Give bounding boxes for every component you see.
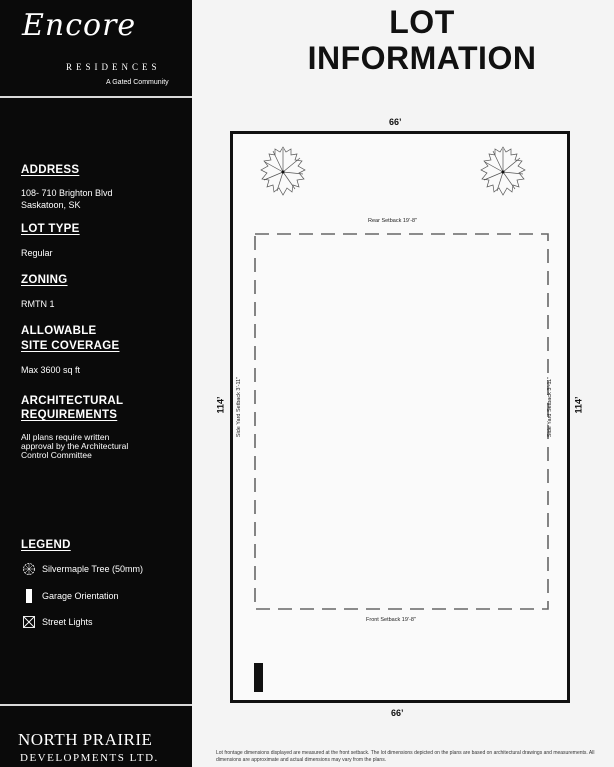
disclaimer: Lot frontage dimensions displayed are measured at the front setback. The lot dimensions depicted on the plans are based on architectural drawings and measurements. All dimensions are approximate and actual dimensions may vary from the plans. (216, 750, 595, 763)
brand-tagline: A Gated Community (106, 79, 169, 86)
page-title (287, 4, 557, 76)
street-light-icon (22, 615, 36, 629)
right-dimension: 114’ (573, 396, 584, 414)
coverage-value: Max 3600 sq ft (21, 365, 81, 375)
legend-heading: LEGEND (21, 539, 71, 551)
address-line1: 108- 710 Brighton Blvd (21, 188, 113, 198)
side-setback-left-label: Side Yard Setback 3’-11" (236, 376, 243, 438)
top-dimension: 66’ (389, 117, 402, 127)
zoning-heading: ZONING (21, 274, 68, 286)
legend-item (22, 562, 143, 576)
footer-brand-line1: NORTH PRAIRIE (18, 730, 153, 749)
lot-plan (230, 131, 570, 703)
silvermaple-tree-icon (255, 144, 311, 200)
silvermaple-tree-icon (475, 144, 531, 200)
architectural-value: All plans require written approval by the Architectural Control Committee (21, 432, 129, 460)
architectural-heading-2: REQUIREMENTS (21, 409, 118, 421)
brand-residences: RESIDENCES (66, 62, 161, 72)
legend-label: Garage Orientation (42, 591, 119, 601)
page-title-line1: LOT (389, 4, 455, 40)
encore-logo (0, 0, 192, 96)
legend-label: Silvermaple Tree (50mm) (42, 564, 144, 574)
brand-script: Encore (22, 8, 137, 43)
front-setback-label: Front Setback 19’-8" (366, 617, 416, 623)
main-panel (192, 0, 614, 767)
page-title-line2: INFORMATION (307, 40, 537, 76)
lot-type-heading: LOT TYPE (21, 223, 80, 235)
silvermaple-tree-icon (22, 562, 36, 576)
legend-item (22, 615, 93, 629)
coverage-heading-1: ALLOWABLE (21, 325, 97, 337)
garage-orientation-icon (22, 588, 36, 604)
side-setback-right-label: Side Yard Setback 3’-11" (547, 376, 554, 438)
garage-orientation-marker (254, 663, 263, 692)
rear-setback-label: Rear Setback 19’-8" (368, 218, 418, 224)
zoning-value: RMTN 1 (21, 299, 55, 309)
footer-brand-line2: DEVELOPMENTS LTD. (20, 752, 159, 764)
left-dimension: 114’ (215, 396, 226, 414)
setback-outline (254, 233, 549, 610)
divider (0, 96, 192, 98)
coverage-heading-2: SITE COVERAGE (21, 340, 120, 352)
sidebar (0, 0, 192, 767)
address-heading: ADDRESS (21, 164, 80, 176)
divider (0, 704, 192, 706)
architectural-heading-1: ARCHITECTURAL (21, 395, 124, 407)
address-line2: Saskatoon, SK (21, 200, 81, 210)
lot-type-value: Regular (21, 248, 53, 258)
legend-item (22, 588, 119, 604)
bottom-dimension: 66’ (391, 708, 404, 718)
north-prairie-logo (0, 708, 192, 767)
legend-label: Street Lights (42, 617, 93, 627)
